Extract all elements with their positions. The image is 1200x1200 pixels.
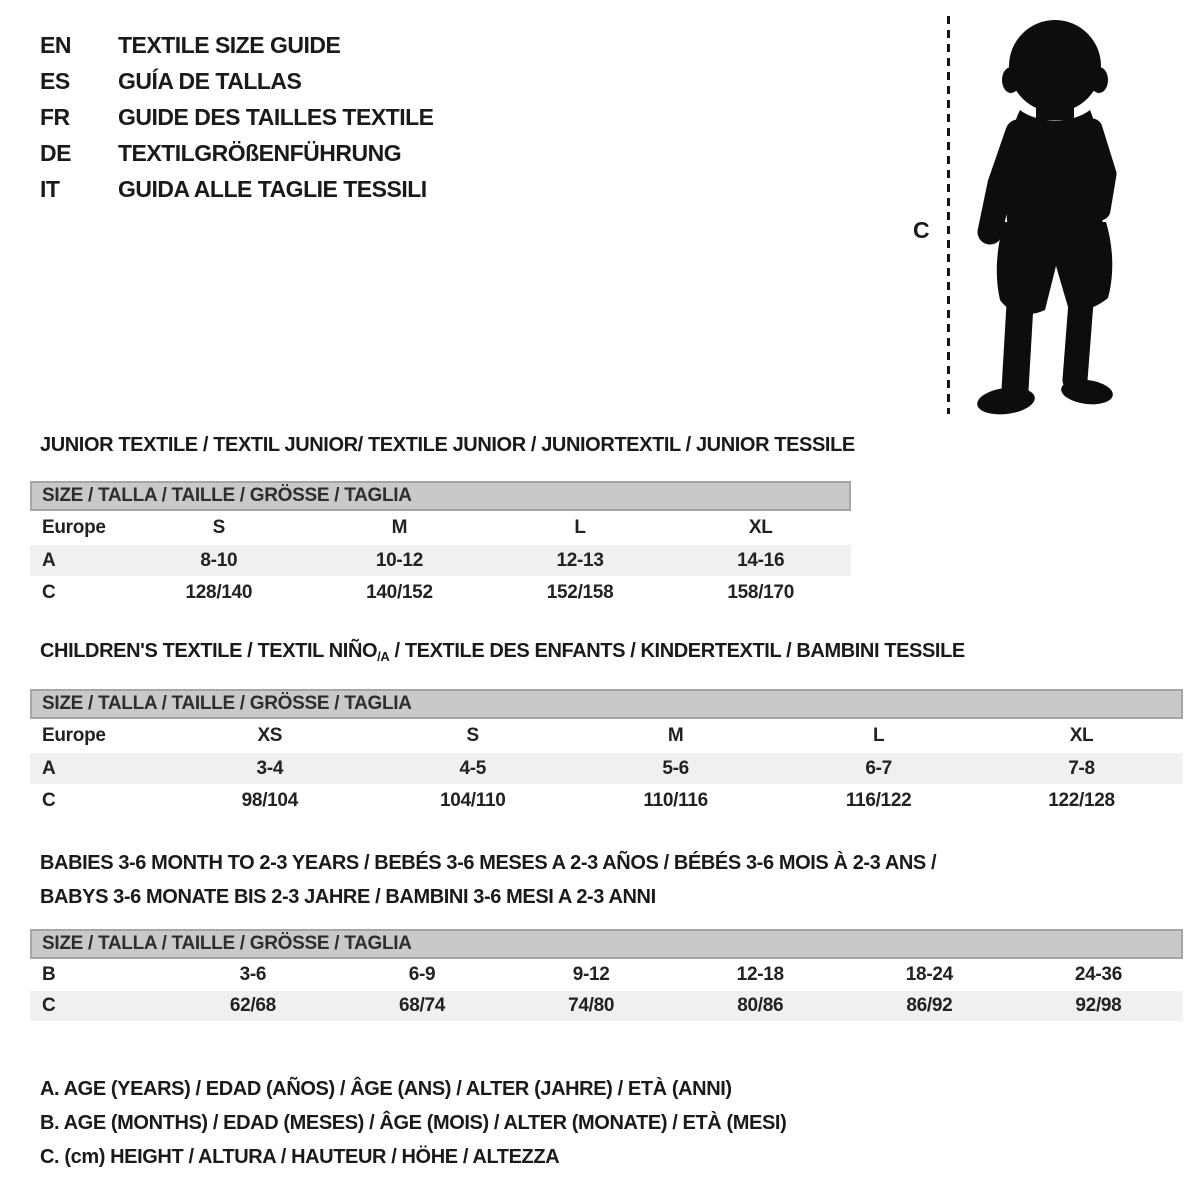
row-label: Europe (42, 517, 106, 538)
table-cell: 12-18 (736, 964, 784, 985)
section-title-junior: JUNIOR TEXTILE / TEXTIL JUNIOR/ TEXTILE JUNIOR / JUNIORTEXTIL / JUNIOR TESSILE (40, 434, 855, 456)
legend (40, 1072, 786, 1174)
children-title-subscript: /A (377, 649, 390, 664)
table-cell: 116/122 (845, 790, 912, 811)
table-cell: 3-4 (256, 757, 284, 779)
legend-line-c: C. (cm) HEIGHT / ALTURA / HAUTEUR / HÖHE / ALTEZZA (40, 1146, 560, 1168)
language-code: EN (40, 31, 71, 58)
table-cell: 14-16 (737, 549, 785, 571)
children-table-body (30, 719, 1183, 818)
table-cell: 8-10 (200, 549, 238, 571)
table-row (30, 576, 851, 610)
table-row (30, 959, 1183, 991)
table-row (30, 753, 1183, 784)
table-cell: 92/98 (1075, 995, 1122, 1016)
table-cell: 18-24 (905, 964, 953, 985)
language-row (40, 99, 434, 135)
row-label: A (42, 757, 56, 779)
table-cell: XL (1069, 725, 1094, 746)
children-title-prefix: CHILDREN'S TEXTILE / TEXTIL NIÑO (40, 640, 378, 662)
table-cell: 3-6 (239, 964, 267, 985)
language-row (40, 27, 434, 63)
table-cell: 5-6 (662, 757, 689, 779)
row-label: B (42, 964, 56, 985)
row-label: C (42, 790, 56, 811)
table-cell: 128/140 (185, 582, 253, 603)
junior-size-table (30, 481, 851, 610)
language-code: IT (40, 175, 60, 202)
table-cell: 158/170 (727, 582, 794, 603)
table-cell: XL (748, 517, 773, 538)
row-label: Europe (42, 725, 106, 746)
row-label: C (42, 995, 56, 1016)
babies-title-line-1: BABIES 3-6 MONTH TO 2-3 YEARS / BEBÉS 3-6 MESES A 2-3 AÑOS / BÉBÉS 3-6 MOIS À 2-3 ANS / (40, 852, 937, 874)
table-cell: 62/68 (229, 995, 276, 1016)
table-cell: M (391, 517, 408, 538)
table-cell: XS (257, 725, 283, 746)
table-cell: 24-36 (1074, 964, 1122, 985)
language-row (40, 63, 434, 99)
language-code: DE (40, 139, 71, 166)
children-size-table (30, 689, 1183, 818)
language-guide-title: TEXTILGRÖßENFÜHRUNG (118, 139, 402, 166)
table-cell: 10-12 (375, 549, 423, 571)
section-title-children (40, 640, 965, 663)
language-title-list (40, 27, 434, 207)
table-cell: 110/116 (643, 790, 708, 811)
table-cell: 6-7 (865, 757, 892, 779)
toddler-silhouette (960, 14, 1140, 420)
table-cell: 80/86 (737, 995, 784, 1016)
language-row (40, 171, 434, 207)
table-cell: S (212, 517, 225, 538)
language-guide-title: GUIDE DES TAILLES TEXTILE (118, 103, 434, 130)
babies-table-header: SIZE / TALLA / TAILLE / GRÖSSE / TAGLIA (30, 929, 1183, 959)
table-cell: S (466, 725, 479, 746)
table-cell: 140/152 (366, 582, 433, 603)
table-cell: L (872, 725, 885, 746)
junior-table-body (30, 511, 851, 610)
table-cell: 152/158 (546, 582, 614, 603)
language-guide-title: TEXTILE SIZE GUIDE (118, 31, 341, 58)
row-label: C (42, 582, 56, 603)
height-measure-dashed-line (947, 16, 950, 414)
table-cell: 7-8 (1068, 757, 1095, 779)
language-code: FR (40, 103, 70, 130)
table-cell: M (667, 725, 684, 746)
children-table-header: SIZE / TALLA / TAILLE / GRÖSSE / TAGLIA (30, 689, 1183, 719)
language-guide-title: GUIDA ALLE TAGLIE TESSILI (118, 175, 427, 202)
height-measure-label: C (913, 217, 930, 243)
table-cell: 12-13 (556, 549, 604, 571)
table-row (30, 719, 1183, 753)
babies-table-body (30, 959, 1183, 1021)
table-row (30, 991, 1183, 1021)
legend-line-a: A. AGE (YEARS) / EDAD (AÑOS) / ÂGE (ANS) / ALTER (JAHRE) / ETÀ (ANNI) (40, 1078, 732, 1100)
table-row (30, 545, 851, 576)
language-guide-title: GUÍA DE TALLAS (118, 67, 302, 94)
junior-table-header: SIZE / TALLA / TAILLE / GRÖSSE / TAGLIA (30, 481, 851, 511)
table-cell: 104/110 (439, 790, 506, 811)
table-cell: 98/104 (241, 790, 298, 811)
language-row (40, 135, 434, 171)
table-cell: L (574, 517, 586, 538)
table-cell: 86/92 (906, 995, 953, 1016)
section-title-babies (40, 846, 936, 914)
table-cell: 122/128 (1048, 790, 1115, 811)
table-row (30, 784, 1183, 818)
table-cell: 9-12 (572, 964, 610, 985)
babies-size-table (30, 929, 1183, 1021)
babies-title-line-2: BABYS 3-6 MONATE BIS 2-3 JAHRE / BAMBINI 3-6 MESI A 2-3 ANNI (40, 886, 656, 908)
language-code: ES (40, 67, 70, 94)
table-cell: 6-9 (408, 964, 436, 985)
children-title-suffix: / TEXTILE DES ENFANTS / KINDERTEXTIL / BAMBINI TESSILE (389, 640, 965, 662)
legend-line-b: B. AGE (MONTHS) / EDAD (MESES) / ÂGE (MOIS) / ALTER (MONATE) / ETÀ (MESI) (40, 1112, 787, 1134)
table-cell: 68/74 (398, 995, 446, 1016)
table-cell: 74/80 (568, 995, 615, 1016)
table-cell: 4-5 (459, 757, 487, 779)
table-row (30, 511, 851, 545)
row-label: A (42, 549, 56, 571)
